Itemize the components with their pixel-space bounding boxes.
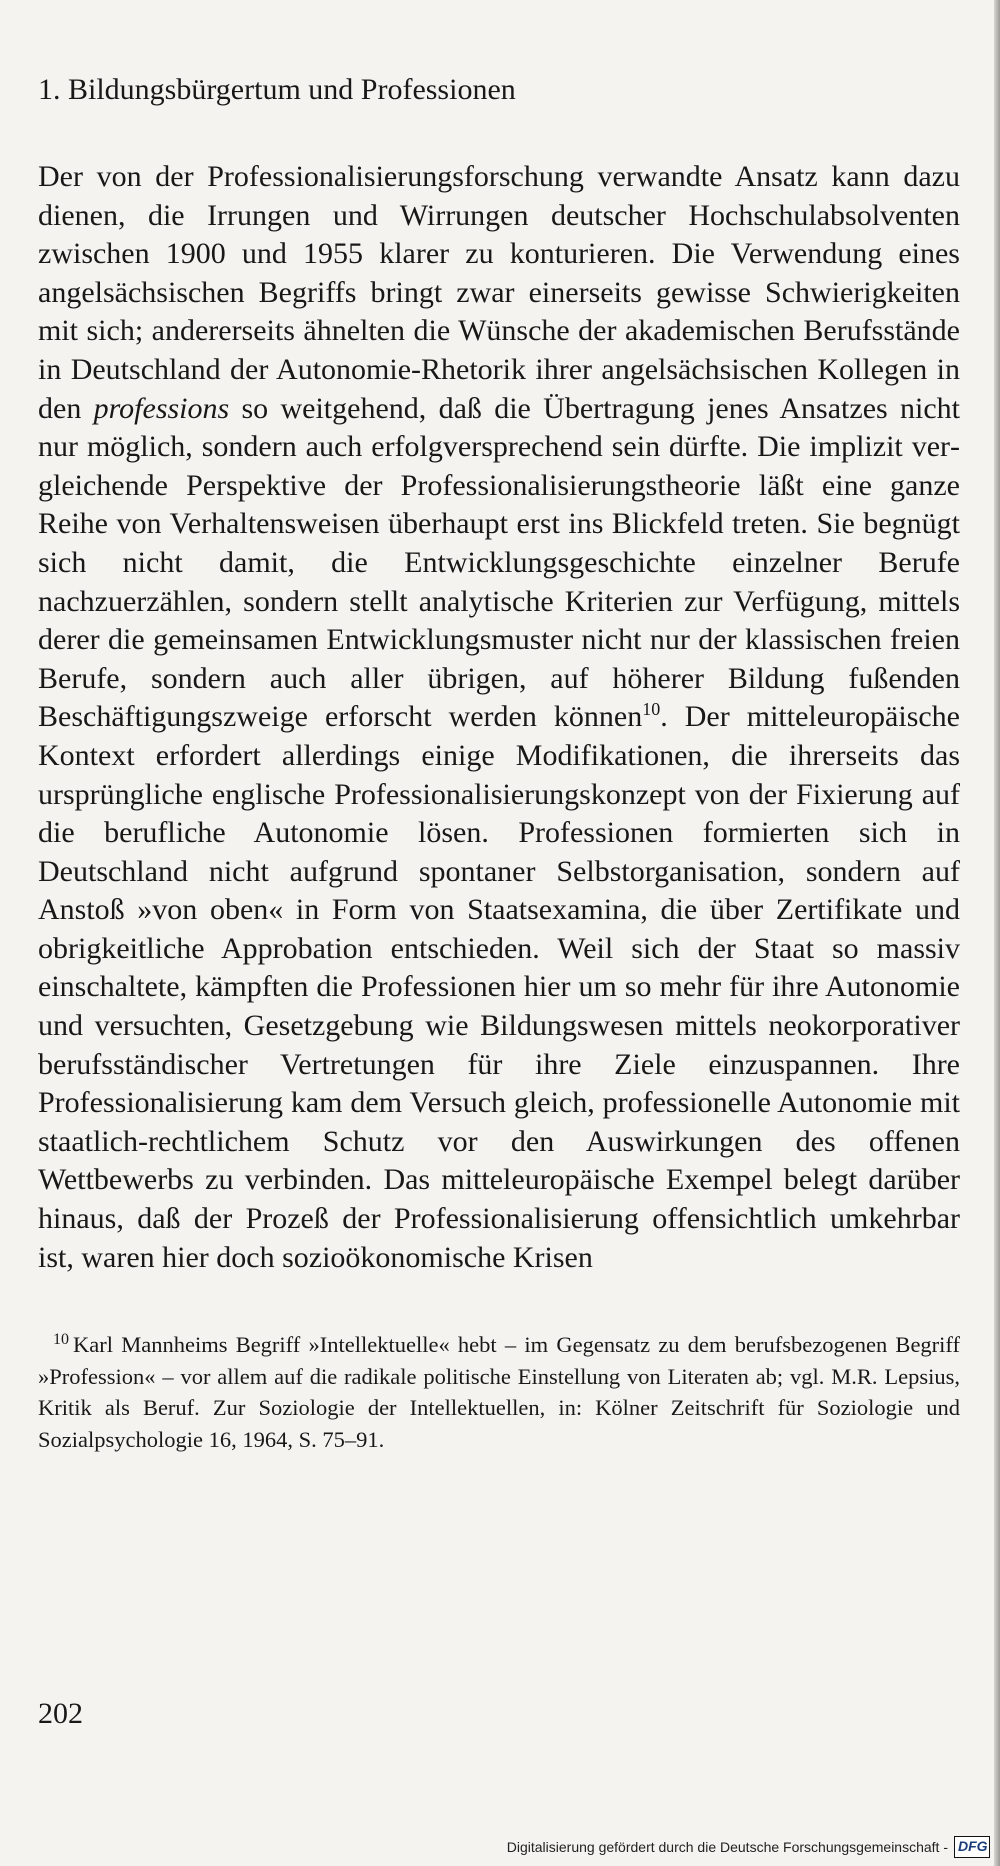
footnote-number: 10 xyxy=(53,1330,69,1348)
section-heading: 1. Bildungsbürgertum und Professionen xyxy=(38,73,516,106)
footnote-reference[interactable]: 10 xyxy=(642,699,661,720)
credit-text: Digitalisierung gefördert durch die Deutsche Forschungsgemeinschaft - xyxy=(506,1839,948,1855)
page-number: 202 xyxy=(38,1697,83,1730)
footnote xyxy=(38,1329,960,1455)
italic-term: professions xyxy=(93,391,230,425)
body-text-part-3: . Der mitteleuropäische Kontext erfordert allerdings einige Modifikationen, die ihrerseits das ursprüngliche englische Professionalisierungskonzept von der Fixierung auf die berufliche Autonomie lösen. Professionen formierten sich in Deutschland nicht aufgrund spontaner Selbstorganisation, sondern auf Anstoß »von oben« in Form von Staatsexamina, die über Zertifikate und obrigkeitliche Approbation entschieden. Weil sich der Staat so massiv einschaltete, kämpften die Professionen hier um so mehr für ihre Autonomie und versuchten, Gesetzgebung wie Bildungswesen mittels neokorporativer berufsständischer Vertretungen für ihre Ziele einzuspannen. Ihre Professionalisierung kam dem Versuch gleich, professionelle Autonomie mit staatlich-rechtlichem Schutz vor den Auswirkungen des offenen Wettbewerbs zu verbinden. Das mitteleuropäische Exempel belegt darüber hinaus, daß der Prozeß der Professionalisierung offensichtlich umkehrbar ist, waren hier doch sozioökonomische Krisen xyxy=(38,700,960,1274)
digitization-credit xyxy=(507,1836,990,1858)
footnote-text: Karl Mannheims Begriff »Intellektuelle« hebt – im Gegensatz zu dem berufsbezogenen Begriff »Profession« – vor allem auf die radikale politische Einstellung von Literaten ab; vgl. M.R. Lepsius, Kritik als Beruf. Zur Soziologie der Intellektuellen, in: Kölner Zeitschrift für Soziologie und Sozialpsychologie 16, 1964, S. 75–91. xyxy=(38,1332,960,1452)
body-text-part-2: so weitgehend, daß die Übertragung jenes Ansatzes nicht nur möglich, sondern auch erfolgversprechend sein dürfte. Die implizit vergleichende Perspektive der Professionalisierungstheorie läßt eine ganze Reihe von Verhaltensweisen überhaupt erst ins Blickfeld treten. Sie begnügt sich nicht damit, die Entwicklungsgeschichte einzelner Berufe nachzuerzählen, sondern stellt analytische Kriterien zur Verfügung, mittels derer die gemeinsamen Entwicklungsmuster nicht nur der klassischen freien Berufe, sondern auch aller übrigen, auf höherer Bildung fußenden Beschäftigungszweige erforscht werden können xyxy=(38,391,960,734)
body-paragraph xyxy=(38,158,960,1277)
body-text-part-1: Der von der Professionalisierungsforschung verwandte Ansatz kann dazu dienen, die Irrungen und Wirrungen deutscher Hochschulabsolventen zwischen 1900 und 1955 klarer zu konturieren. Die Verwendung eines angelsächsischen Begriffs bringt zwar einerseits gewisse Schwierigkeiten mit sich; andererseits ähnelten die Wünsche der akademischen Berufsstände in Deutschland der Autonomie-Rhetorik ihrer angelsächsischen Kollegen in den xyxy=(38,160,960,425)
dfg-logo-icon: DFG xyxy=(954,1836,990,1858)
scan-edge-shadow xyxy=(994,0,1000,1866)
page-content xyxy=(38,70,960,1456)
